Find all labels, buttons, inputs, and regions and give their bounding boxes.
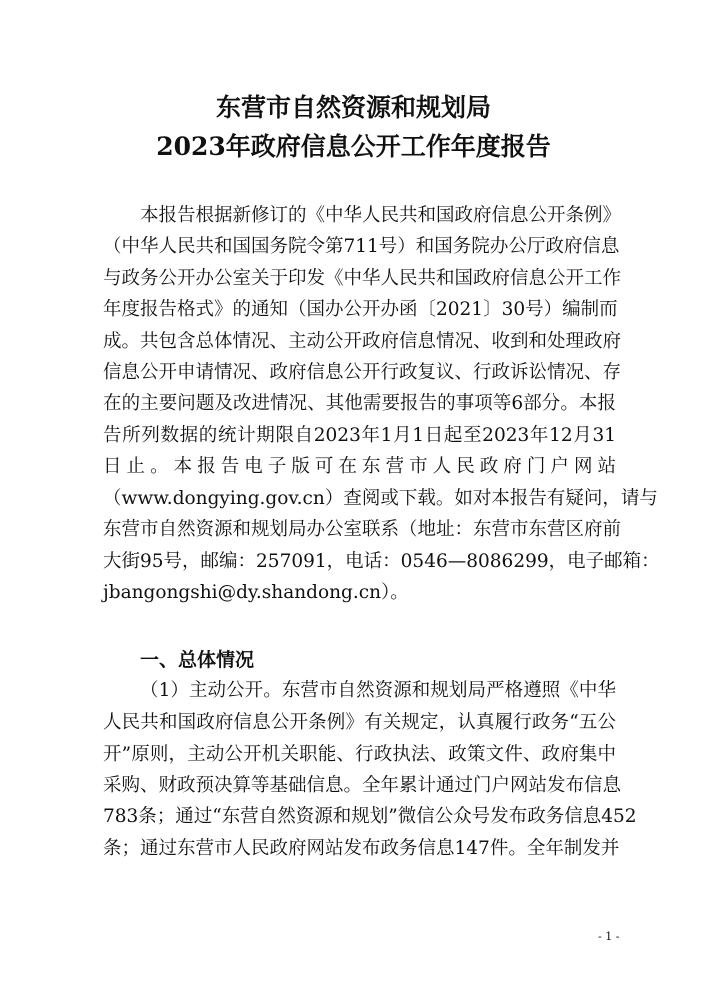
text-line: 开”原则，主动公开机关职能、行政执法、政策文件、政府集中 <box>103 744 616 765</box>
text-line: 年度报告格式》的通知（国办公开办函〔2021〕30号）编制而 <box>103 299 618 320</box>
text-line: 东营市自然资源和规划局办公室联系（地址：东营市东营区府前 <box>103 519 622 540</box>
text-line: jbangongshi@dy.shandong.cn）。 <box>103 582 409 603</box>
text-line: 成。共包含总体情况、主动公开政府信息情况、收到和处理政府 <box>103 331 622 352</box>
text-line: （中华人民共和国国务院令第711号）和国务院办公厅政府信息 <box>103 236 620 257</box>
text-line: （1）主动公开。东营市自然资源和规划局严格遵照《中华 <box>140 680 616 701</box>
text-line: 783条；通过“东营自然资源和规划”微信公众号发布政务信息452 <box>103 806 637 827</box>
text-line: 与政务公开办公室关于印发《中华人民共和国政府信息公开工作 <box>103 268 622 289</box>
text-line: 告所列数据的统计期限自2023年1月1日起至2023年12月31 <box>103 425 616 446</box>
page-number: - 1 - <box>598 930 620 943</box>
document-title-line-1: 东营市自然资源和规划局 <box>215 93 491 122</box>
text-line: 在的主要问题及改进情况、其他需要报告的事项等6部分。本报 <box>103 393 616 414</box>
document-title-line-2: 2023年政府信息公开工作年度报告 <box>156 132 551 161</box>
text-line: （www.dongying.gov.cn）查阅或下载。如对本报告有疑问，请与 <box>103 488 658 509</box>
text-line: 本报告根据新修订的《中华人民共和国政府信息公开条例》 <box>140 205 622 226</box>
text-line: 条；通过东营市人民政府网站发布政务信息147件。全年制发并 <box>103 838 620 859</box>
text-line: 大街95号，邮编：257091，电话：0546—8086299，电子邮箱： <box>103 551 660 572</box>
text-line: 采购、财政预决算等基础信息。全年累计通过门户网站发布信息 <box>103 775 622 796</box>
section-heading: 一、总体情况 <box>140 649 255 671</box>
text-line: 人民共和国政府信息公开条例》有关规定，认真履行政务“五公 <box>103 712 616 733</box>
text-line: 信息公开申请情况、政府信息公开行政复议、行政诉讼情况、存 <box>103 362 622 383</box>
text-line: 日止。本报告电子版可在东营市人民政府门户网站 <box>103 456 616 477</box>
